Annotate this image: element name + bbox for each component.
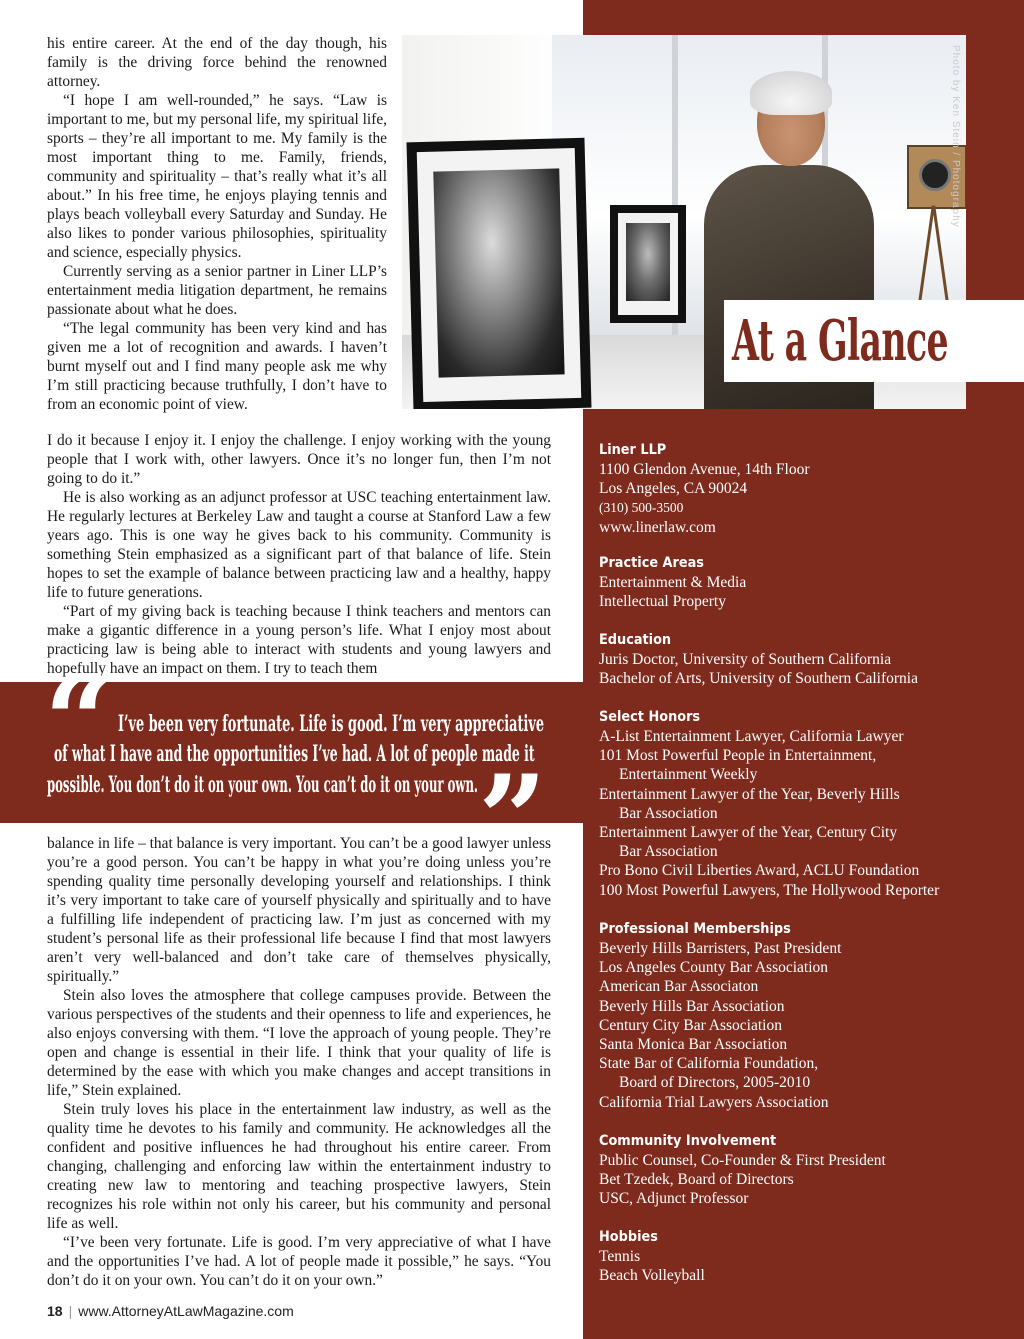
article-body-middle [47, 431, 551, 678]
membership-item: Beverly Hills Bar Association [599, 997, 785, 1015]
man-hair [750, 71, 832, 115]
practice-item: Entertainment & Media [599, 574, 747, 591]
membership-item: American Bar Associaton [599, 978, 759, 996]
page-number: 18 [47, 1303, 63, 1319]
honors-heading: Select Honors [599, 709, 701, 725]
memberships-section [599, 919, 1014, 1112]
article-paragraph: “The legal community has been very kind and has given me a lot of recognition and awards. I haven’t burnt myself out and I find many people ask me why I’m still practicing because truthfully, I don’t have to from an economic point of view. [47, 320, 387, 413]
honor-item: 100 Most Powerful Lawyers, The Hollywood Reporter [599, 881, 940, 899]
honor-item: Bar Association [619, 843, 718, 861]
article-paragraph: I do it because I enjoy it. I enjoy the challenge. I enjoy working with the young people that I work with, other lawyers. Once it’s no longer fun, then I’m not going to do it.” [47, 432, 551, 487]
honor-item: Entertainment Weekly [619, 766, 758, 784]
framed-photo-small [610, 205, 686, 323]
pull-quote-line: of what I have and the opportunities I’ve had. A lot of people made it [54, 741, 535, 767]
article-paragraph: his entire career. At the end of the day though, his family is the driving force behind the renowned attorney. [47, 35, 387, 90]
honor-item: Entertainment Lawyer of the Year, Century City [599, 824, 898, 842]
pull-quote-line: possible. You don’t do it on your own. You can’t do it on your own. [47, 772, 478, 798]
membership-item: Los Angeles County Bar Association [599, 959, 829, 977]
footer-separator: | [68, 1303, 73, 1319]
membership-item: Santa Monica Bar Association [599, 1036, 788, 1054]
footer-website-link[interactable]: www.AttorneyAtLawMagazine.com [78, 1303, 294, 1319]
open-quote-mark: “ [44, 651, 114, 792]
practice-heading: Practice Areas [599, 555, 704, 571]
hobby-item: Tennis [599, 1248, 641, 1265]
hobby-item: Beach Volleyball [599, 1267, 705, 1285]
firm-section [599, 440, 1014, 537]
hobbies-section [599, 1227, 1014, 1285]
education-item: Bachelor of Arts, University of Southern California [599, 670, 918, 688]
article-paragraph: “I’ve been very fortunate. Life is good. I’m very appreciative of what I have and the opportunities I’ve had. A lot of people made it possible,” he says. “You don’t do it on your own. You can’t do it on your own.” [47, 1234, 551, 1289]
hobbies-heading: Hobbies [599, 1229, 658, 1245]
community-item: USC, Adjunct Professor [599, 1190, 749, 1208]
article-paragraph: “I hope I am well-rounded,” he says. “Law is important to me, but my personal life, my spiritual life, sports – they’re all important to me. My family is the most important thing to me. Family, friends, community and spirituality – that’s really what it’s all about.” In his free time, he enjoys playing tennis and plays beach volleyball every Saturday and Sunday. He also likes to ponder various philosophies, spirituality and science, especially physics. [47, 92, 387, 261]
education-section [599, 630, 1014, 688]
honor-item: Bar Association [619, 804, 718, 822]
membership-item: Board of Directors, 2005-2010 [619, 1074, 811, 1092]
pull-quote-line: I’ve been very fortunate. Life is good. I’m very appreciative [118, 711, 545, 737]
firm-address-line: Los Angeles, CA 90024 [599, 480, 748, 498]
firm-heading: Liner LLP [599, 442, 667, 458]
membership-item: State Bar of California Foundation, [599, 1055, 819, 1073]
honor-item: A-List Entertainment Lawyer, California Lawyer [599, 728, 904, 745]
article-paragraph: balance in life – that balance is very important. You can’t be a good lawyer unless you’re a good person. You can’t be happy in what you’re doing unless you’re spending quality time personally developing yourself and relationships. I think it’s very important to take care of yourself physically and spiritually and to have a fulfilling life independent of practicing law. I’m just as concerned with my student’s personal life as their professional life because I find that most lawyers aren’t very well-balanced and don’t take care of themselves physically, spiritually.” [47, 835, 551, 985]
education-heading: Education [599, 632, 672, 648]
article-paragraph: He is also working as an adjunct professor at USC teaching entertainment law. He regularly lectures at Berkeley Law and taught a course at Stanford Law a few years ago. This is one way he gives back to his community. Community is something Stein emphasized as a significant part of that balance of life. Stein hopes to set the example of balance between practicing law and a healthy, happy life to future generations. [47, 489, 551, 601]
memberships-heading: Professional Memberships [599, 921, 791, 937]
photo-credit: Photo by Ken Stein / Photography [950, 45, 961, 228]
article-paragraph: Stein truly loves his place in the entertainment law industry, as well as the quality time he devotes to his family and community. He acknowledges all the confident and positive influences he had throughout his entire career. From changing, challenging and enforcing law within the entertainment industry to creating new law to mentoring and teaching prospective lawyers, Stein recognizes his role within not only his career, but his community and personal life as well. [47, 1101, 551, 1232]
article-paragraph: “Part of my giving back is teaching because I think teachers and mentors can make a gigantic difference in a young person’s life. What I enjoy most about practicing law is being able to interact with students and young lawyers and hopefully have an impact on them. I try to teach them [47, 603, 551, 677]
close-quote-mark: ” [478, 749, 548, 890]
article-paragraph: Currently serving as a senior partner in Liner LLP’s entertainment media litigation department, he remains passionate about what he does. [47, 263, 387, 318]
membership-item: California Trial Lawyers Association [599, 1093, 829, 1111]
community-item: Bet Tzedek, Board of Directors [599, 1171, 794, 1189]
firm-address-line: 1100 Glendon Avenue, 14th Floor [599, 461, 810, 478]
framed-einstein-portrait [406, 138, 591, 409]
honor-item: Pro Bono Civil Liberties Award, ACLU Foundation [599, 862, 920, 880]
education-item: Juris Doctor, University of Southern California [599, 651, 892, 668]
firm-website: www.linerlaw.com [599, 518, 716, 536]
membership-item: Century City Bar Association [599, 1016, 782, 1034]
community-section [599, 1131, 1014, 1209]
article-body-bottom [47, 834, 551, 1290]
honor-item: Entertainment Lawyer of the Year, Beverly Hills [599, 785, 900, 803]
community-heading: Community Involvement [599, 1133, 777, 1149]
article-body-top [47, 34, 387, 414]
page-footer [47, 1303, 294, 1319]
membership-item: Beverly Hills Barristers, Past President [599, 940, 842, 957]
honors-section [599, 707, 1014, 900]
honor-item: 101 Most Powerful People in Entertainment, [599, 747, 877, 765]
community-item: Public Counsel, Co-Founder & First President [599, 1152, 886, 1169]
glance-title: At a Glance [732, 308, 949, 374]
practice-item: Intellectual Property [599, 593, 726, 611]
firm-phone: (310) 500-3500 [599, 500, 684, 516]
practice-section [599, 553, 1014, 611]
article-paragraph: Stein also loves the atmosphere that college campuses provide. Between the various perspectives of the students and their openness to life and experiences, he also enjoys conversing with them. “I love the approach of young people. They’re open and change is essential in their life. I think that your quality of life is determined by the ease with which you make changes and accept transitions in life,” Stein explained. [47, 987, 551, 1099]
